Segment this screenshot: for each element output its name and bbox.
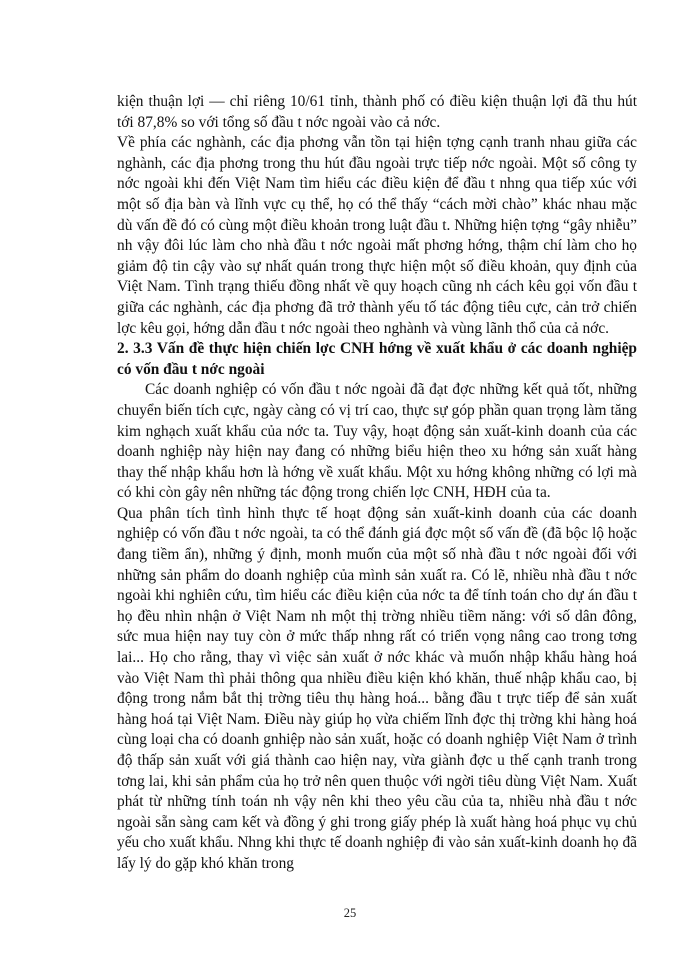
paragraph: Về phía các nghành, các địa phơng vẫn tồn tại hiện tợng cạnh tranh nhau giữa các nghành, các địa phơng trong thu hút đầu ngoài trực tiếp nớc ngoài. Một số công ty nớc ngoài khi đến Việt Nam tìm hiểu các điều kiện để đầu t nhng qua tiếp xúc với một số địa bàn và lĩnh vực cụ thể, họ có thể thấy “cách mời chào” khác nhau mặc dù vấn đề đó có cùng một điều khoản trong luật đầu t. Những hiện tợng “gây nhiễu” nh vậy đôi lúc làm cho nhà đầu t nớc ngoài mất phơng hớng, thậm chí làm cho họ giảm độ tin cậy vào sự nhất quán trong thực hiện một số điều khoản, quy định của Việt Nam. Tình trạng thiếu đồng nhất về quy hoạch cũng nh cách kêu gọi vốn đầu t giữa các nghành, các địa phơng đã trở thành yếu tố tác động tiêu cực, cản trở chiến lợc kêu gọi, hớng dẫn đầu t nớc ngoài theo nghành và vùng lãnh thổ của cả nớc. [117, 134, 637, 337]
page-number: 25 [343, 906, 357, 920]
document-page [117, 92, 637, 875]
paragraph: kiện thuận lợi — chỉ riêng 10/61 tỉnh, thành phố có điều kiện thuận lợi đã thu hút tới 87,8% so với tổng số đầu t nớc ngoài vào cả nớc. [117, 93, 637, 131]
paragraph: Qua phân tích tình hình thực tế hoạt động sản xuất-kinh doanh của các doanh nghiệp có vốn đầu t nớc ngoài, ta có thể đánh giá đợc một số vấn đề (đã bộc lộ hoặc đang tiềm ẩn), những ý định, monh muốn của một số nhà đầu t nớc ngoài đối với những sản phẩm do doanh nghiệp của mình sản xuất ra. Có lẽ, nhiều nhà đầu t nớc ngoài khi nghiên cứu, tìm hiểu các điều kiện của nớc ta để tính toán cho dự án đầu t họ đều nhìn nhận ở Việt Nam nh một thị trờng nhiều tiềm năng: với số dân đông, sức mua hiện nay tuy còn ở mức thấp nhng rất có triển vọng nâng cao trong tơng lai... Họ cho rằng, thay vì việc sản xuất ở nớc khác và muốn nhập khẩu hàng hoá vào Việt Nam thì phải thông qua nhiều điều kiện khó khăn, thuế nhập khẩu cao, bị động trong nắm bắt thị trờng tiêu thụ hàng hoá... bằng đầu t trực tiếp để sản xuất hàng hoá tại Việt Nam. Điều này giúp họ vừa chiếm lĩnh đợc thị trờng khi hàng hoá cùng loại cha có doanh gnhiệp nào sản xuất, hoặc có doanh nghiệp Việt Nam ở trình độ thấp sản xuất với giá thành cao hiện nay, vừa giành đợc u thế cạnh tranh trong tơng lai, khi sản phẩm của họ trở nên quen thuộc với ngời tiêu dùng Việt Nam. Xuất phát từ những tính toán nh vậy nên khi theo yêu cầu của ta, nhiều nhà đầu t nớc ngoài sẵn sàng cam kết và đồng ý ghi trong giấy phép là xuất hàng hoá phục vụ chủ yếu cho xuất khẩu. Nhng khi thực tế doanh nghiệp đi vào sản xuất-kinh doanh họ đã lấy lý do gặp khó khăn trong [117, 504, 637, 872]
paragraph: Các doanh nghiệp có vốn đầu t nớc ngoài đã đạt đợc những kết quả tốt, những chuyển biến tích cực, ngày càng có vị trí cao, thực sự góp phần quan trọng làm tăng kim nghạch xuất khẩu của nớc ta. Tuy vậy, hoạt động sản xuất-kinh doanh của các doanh nghiệp này hiện nay đang có những biểu hiện theo xu hớng sản xuất hàng thay thế nhập khẩu hơn là hớng về xuất khẩu. Một xu hớng không những có lợi mà có khi còn gây nên những tác động trong chiến lợc CNH, HĐH của ta. [117, 381, 637, 502]
section-heading: 2. 3.3 Vấn đề thực hiện chiến lợc CNH hớng về xuất khẩu ở các doanh nghiệp có vốn đầu t nớc ngoài [117, 340, 637, 378]
